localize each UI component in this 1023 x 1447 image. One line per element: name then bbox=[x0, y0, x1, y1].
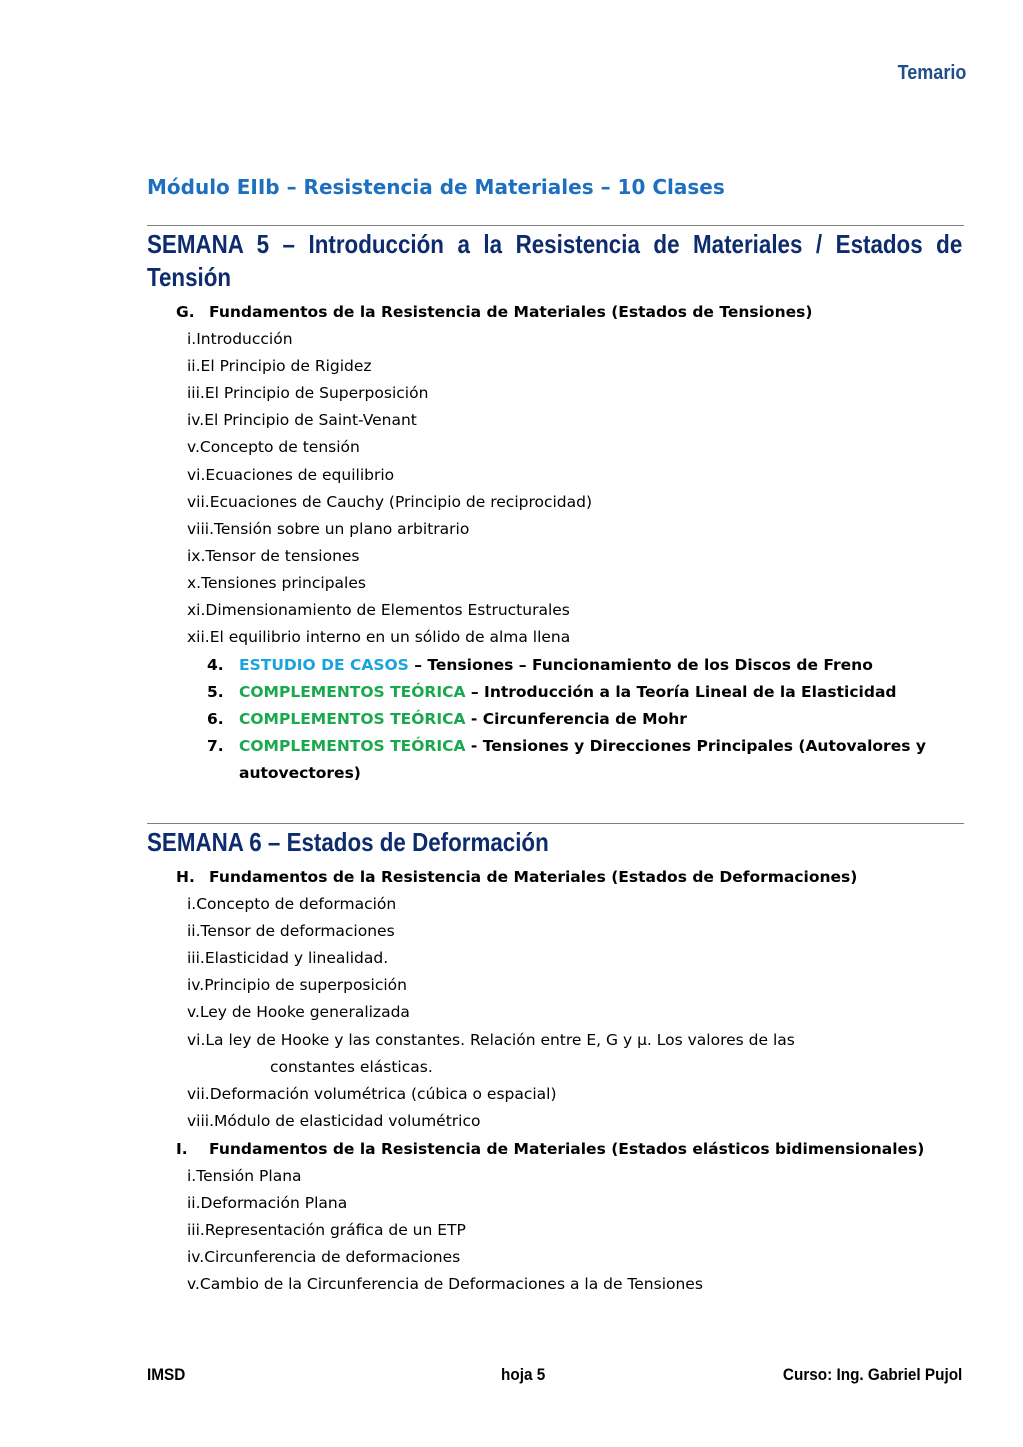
section-g-label: G. bbox=[176, 303, 195, 321]
list-item bbox=[187, 329, 293, 349]
item-number: xi. bbox=[187, 601, 206, 619]
item-text: Ley de Hooke generalizada bbox=[199, 1003, 410, 1021]
list-item bbox=[187, 1274, 703, 1294]
item-number: i. bbox=[187, 1167, 197, 1185]
extra-number: 7. bbox=[207, 737, 224, 755]
extra-item bbox=[207, 709, 687, 729]
item-text: Dimensionamiento de Elementos Estructurales bbox=[205, 601, 570, 619]
footer-left bbox=[147, 1365, 190, 1385]
item-text: La ley de Hooke y las constantes. Relación entre E, G y μ. Los valores de las bbox=[205, 1031, 795, 1049]
item-text: Deformación volumétrica (cúbica o espacial) bbox=[209, 1085, 557, 1103]
item-number: viii. bbox=[187, 1112, 215, 1130]
extra-text: - Tensiones y Direcciones Principales (Autovalores y bbox=[465, 737, 926, 755]
list-item bbox=[187, 410, 417, 430]
section-h-label: H. bbox=[176, 868, 195, 886]
extra-tag: COMPLEMENTOS TEÓRICA bbox=[239, 710, 466, 728]
extra-number: 6. bbox=[207, 710, 224, 728]
section-g-text: Fundamentos de la Resistencia de Materiales (Estados de Tensiones) bbox=[209, 303, 813, 321]
item-number: iv. bbox=[187, 976, 205, 994]
item-text: Introducción bbox=[196, 330, 293, 348]
item-text: Módulo de elasticidad volumétrico bbox=[214, 1112, 481, 1130]
list-item bbox=[187, 1220, 466, 1240]
list-item bbox=[187, 519, 469, 539]
list-item bbox=[187, 1193, 347, 1213]
list-item bbox=[187, 356, 372, 376]
footer-page-number bbox=[501, 1365, 550, 1385]
item-text: Tensiones principales bbox=[201, 574, 366, 592]
item-number: v. bbox=[187, 438, 200, 456]
extra-tag: COMPLEMENTOS TEÓRICA bbox=[239, 737, 466, 755]
extra-tag: ESTUDIO DE CASOS bbox=[239, 656, 409, 674]
item-text: El Principio de Saint-Venant bbox=[204, 411, 417, 429]
week6-title bbox=[147, 826, 962, 859]
item-text: Concepto de deformación bbox=[196, 895, 397, 913]
item-number: viii. bbox=[187, 520, 215, 538]
list-item bbox=[187, 627, 570, 647]
item-number: ii. bbox=[187, 922, 201, 940]
divider bbox=[147, 823, 964, 824]
list-item bbox=[187, 1002, 410, 1022]
item-number: vi. bbox=[187, 466, 206, 484]
item-text: Tensión sobre un plano arbitrario bbox=[214, 520, 470, 538]
item-text: Tensor de deformaciones bbox=[200, 922, 395, 940]
item-number: vii. bbox=[187, 1085, 210, 1103]
item-text: Concepto de tensión bbox=[199, 438, 360, 456]
divider bbox=[147, 225, 964, 226]
extra-number: 5. bbox=[207, 683, 224, 701]
extra-item bbox=[207, 655, 873, 675]
week6-title-text: SEMANA 6 – Estados de Deformación bbox=[147, 827, 549, 857]
section-i-text: Fundamentos de la Resistencia de Materiales (Estados elásticos bidimensionales) bbox=[209, 1140, 925, 1158]
item-text: Representación gráfica de un ETP bbox=[204, 1221, 466, 1239]
item-text: Ecuaciones de Cauchy (Principio de reciprocidad) bbox=[209, 493, 593, 511]
item-text: Cambio de la Circunferencia de Deformaciones a la de Tensiones bbox=[199, 1275, 703, 1293]
item-text: Elasticidad y linealidad. bbox=[204, 949, 389, 967]
section-g-heading bbox=[176, 302, 812, 322]
item-number: xii. bbox=[187, 628, 210, 646]
item-text: Tensor de tensiones bbox=[205, 547, 360, 565]
item-number: iii. bbox=[187, 384, 205, 402]
section-i-heading bbox=[176, 1139, 924, 1159]
extra-item bbox=[207, 736, 926, 756]
extra-number: 4. bbox=[207, 656, 224, 674]
section-i-label: I. bbox=[176, 1140, 188, 1158]
footer-center-text: hoja 5 bbox=[501, 1365, 546, 1384]
item-number: iii. bbox=[187, 949, 205, 967]
extra-tag: COMPLEMENTOS TEÓRICA bbox=[239, 683, 466, 701]
extra-text: - Circunferencia de Mohr bbox=[465, 710, 687, 728]
item-number: ii. bbox=[187, 357, 201, 375]
item-number: iii. bbox=[187, 1221, 205, 1239]
item-number: i. bbox=[187, 895, 197, 913]
list-item bbox=[187, 546, 360, 566]
item-number: v. bbox=[187, 1275, 200, 1293]
list-item bbox=[187, 921, 395, 941]
item-number: ix. bbox=[187, 547, 206, 565]
list-item bbox=[187, 437, 360, 457]
item-number: vi. bbox=[187, 1031, 206, 1049]
week5-title bbox=[147, 228, 962, 294]
list-item-continuation: constantes elásticas. bbox=[270, 1058, 433, 1076]
list-item bbox=[187, 948, 388, 968]
extra-item bbox=[207, 682, 897, 702]
list-item bbox=[187, 492, 592, 512]
item-number: vii. bbox=[187, 493, 210, 511]
item-text: Ecuaciones de equilibrio bbox=[205, 466, 395, 484]
list-item bbox=[187, 383, 428, 403]
list-item bbox=[187, 894, 396, 914]
item-number: x. bbox=[187, 574, 202, 592]
list-item bbox=[187, 465, 394, 485]
section-h-text: Fundamentos de la Resistencia de Materiales (Estados de Deformaciones) bbox=[209, 868, 858, 886]
page-header-title: Temario bbox=[897, 62, 966, 84]
item-number: ii. bbox=[187, 1194, 201, 1212]
week5-title-text: SEMANA 5 – Introducción a la Resistencia de Materiales / Estados de Tensión bbox=[147, 229, 963, 292]
item-number: i. bbox=[187, 330, 197, 348]
item-number: iv. bbox=[187, 1248, 205, 1266]
module-title: Módulo EIIb – Resistencia de Materiales – 10 Clases bbox=[147, 175, 725, 199]
item-text: El Principio de Superposición bbox=[204, 384, 429, 402]
list-item bbox=[187, 1030, 795, 1050]
item-text: El Principio de Rigidez bbox=[200, 357, 372, 375]
list-item bbox=[187, 573, 366, 593]
item-text: El equilibrio interno en un sólido de alma llena bbox=[209, 628, 571, 646]
item-number: v. bbox=[187, 1003, 200, 1021]
section-h-heading bbox=[176, 867, 857, 887]
item-number: iv. bbox=[187, 411, 205, 429]
extra-text: – Introducción a la Teoría Lineal de la Elasticidad bbox=[465, 683, 897, 701]
footer-right-text: Curso: Ing. Gabriel Pujol bbox=[782, 1365, 962, 1384]
list-item bbox=[187, 1166, 302, 1186]
extra-text: – Tensiones – Funcionamiento de los Discos de Freno bbox=[408, 656, 873, 674]
item-text: Circunferencia de deformaciones bbox=[204, 1248, 461, 1266]
item-text: Principio de superposición bbox=[204, 976, 407, 994]
list-item bbox=[187, 1084, 557, 1104]
item-text: Tensión Plana bbox=[196, 1167, 302, 1185]
list-item bbox=[187, 1247, 460, 1267]
extra-item-continuation: autovectores) bbox=[239, 764, 361, 782]
list-item bbox=[187, 600, 570, 620]
item-text: Deformación Plana bbox=[200, 1194, 348, 1212]
footer-right bbox=[763, 1365, 962, 1385]
footer-left-text: IMSD bbox=[147, 1365, 186, 1384]
list-item bbox=[187, 1111, 480, 1131]
list-item bbox=[187, 975, 407, 995]
